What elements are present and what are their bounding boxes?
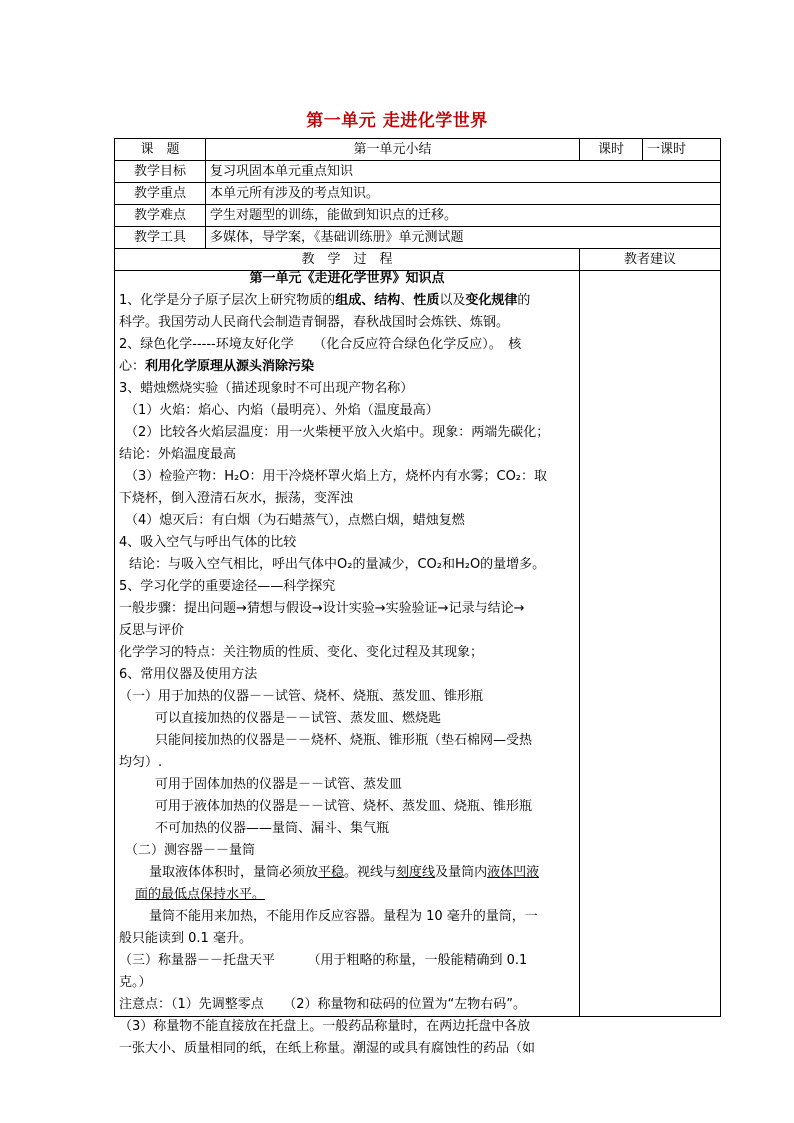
row-label: 教学目标	[115, 161, 206, 183]
text-line: 只能间接加热的仪器是－－烧杯、烧瓶、锥形瓶（垫石棉网—受热	[155, 733, 533, 748]
page-title: 第一单元 走进化学世界	[306, 111, 488, 131]
text-line: 结论：外焰温度最高	[119, 447, 237, 462]
text-line: 一般步骤：提出问题→猜想与假设→设计实验→实验验证→记录与结论→	[119, 601, 525, 616]
row-label: 教学难点	[115, 205, 206, 227]
text-line: 3、蜡烛燃烧实验（描述现象时不可出现产物名称）	[119, 381, 414, 396]
hours-value: 一课时	[643, 139, 721, 161]
text-line: 可以直接加热的仪器是－－试管、蒸发皿、燃烧匙	[155, 711, 442, 726]
row-value: 本单元所有涉及的考点知识。	[206, 183, 721, 205]
text-line: 2、绿色化学-----环境友好化学 （化合反应符合绿色化学反应）。 核	[119, 337, 522, 352]
process-label: 教 学 过 程	[115, 249, 580, 271]
text-line: 注意点：（1）先调整零点 （2）称量物和砝码的位置为“左物右码”。	[119, 997, 527, 1012]
lesson-info-table	[114, 138, 721, 271]
text-line: （二）测容器－－量筒	[125, 843, 256, 858]
hours-label: 课时	[580, 139, 643, 161]
text-line: 结论：与吸入空气相比，呼出气体中O₂的量减少，CO₂和H₂O的量增多。	[129, 557, 546, 572]
text-line: 6、常用仪器及使用方法	[119, 667, 258, 682]
row-label: 教学重点	[115, 183, 206, 205]
topic-label: 课 题	[115, 139, 206, 161]
knowledge-content	[119, 268, 575, 1060]
text-line: 心：利用化学原理从源头消除污染	[119, 359, 315, 374]
difficulty-row	[115, 205, 721, 227]
advice-label: 教者建议	[580, 249, 721, 271]
text-line: （3）称量物不能直接放在托盘上。一般药品称量时，在两边托盘中各放	[119, 1019, 531, 1034]
text-line: 下烧杯，倒入澄清石灰水，振荡，变浑浊	[119, 491, 354, 506]
text-line: （3）检验产物：H₂O：用干冷烧杯罩火焰上方，烧杯内有水雾；CO₂：取	[125, 469, 548, 484]
text-line: 化学学习的特点：关注物质的性质、变化、变化过程及其现象；	[119, 645, 484, 660]
goal-row	[115, 161, 721, 183]
text-line: 可用于固体加热的仪器是－－试管、蒸发皿	[155, 777, 403, 792]
row-value: 复习巩固本单元重点知识	[206, 161, 721, 183]
tools-row	[115, 227, 721, 249]
column-divider	[579, 267, 580, 1016]
text-line: 量筒不能用来加热，不能用作反应容器。量程为 10 毫升的量筒，一	[149, 909, 538, 924]
text-line: （三）称量器－－托盘天平 （用于粗略的称量，一般能精确到 0.1	[119, 953, 528, 968]
topic-value: 第一单元小结	[206, 139, 580, 161]
text-line: 般只能读到 0.1 毫升。	[119, 931, 252, 946]
row-label: 教学工具	[115, 227, 206, 249]
row-value: 多媒体，导学案，《基础训练册》单元测试题	[206, 227, 721, 249]
text-line: （4）熄灭后：有白烟（为石蜡蒸气），点燃白烟，蜡烛复燃	[125, 513, 465, 528]
process-body	[114, 267, 721, 1056]
text-line: （2）比较各火焰层温度：用一火柴梗平放入火焰中。现象：两端先碳化；	[125, 425, 550, 440]
text-line: 均匀）.	[119, 755, 163, 770]
text-line: （1）火焰：焰心、内焰（最明亮）、外焰（温度最高）	[125, 403, 439, 418]
text-line: 面的最低点保持水平。	[135, 887, 266, 902]
text-line: 可用于液体加热的仪器是－－试管、烧杯、蒸发皿、烧瓶、锥形瓶	[155, 799, 533, 814]
text-line: （一）用于加热的仪器－－试管、烧杯、烧瓶、蒸发皿、锥形瓶	[119, 689, 484, 704]
text-line: 4、吸入空气与呼出气体的比较	[119, 535, 297, 550]
text-line: 反思与评价	[119, 623, 185, 638]
text-line: 一张大小、质量相同的纸，在纸上称量。潮湿的或具有腐蚀性的药品（如	[119, 1041, 536, 1056]
text-line: 量取液体体积时，量筒必须放平稳。视线与刻度线及量筒内液体凹液	[149, 865, 540, 880]
topic-row	[115, 139, 721, 161]
text-line: 不可加热的仪器——量筒、漏斗、集气瓶	[155, 821, 390, 836]
text-line: 科学。我国劳动人民商代会制造青铜器，春秋战国时会炼铁、炼钢。	[119, 315, 510, 330]
text-line: 5、学习化学的重要途径——科学探究	[119, 579, 336, 594]
key-points-row	[115, 183, 721, 205]
text-line: 1、化学是分子原子层次上研究物质的组成、结构、性质以及变化规律的	[119, 293, 531, 308]
text-line: 克。）	[119, 975, 152, 990]
section-title: 第一单元《走进化学世界》知识点	[249, 271, 445, 286]
row-value: 学生对题型的训练，能做到知识点的迁移。	[206, 205, 721, 227]
